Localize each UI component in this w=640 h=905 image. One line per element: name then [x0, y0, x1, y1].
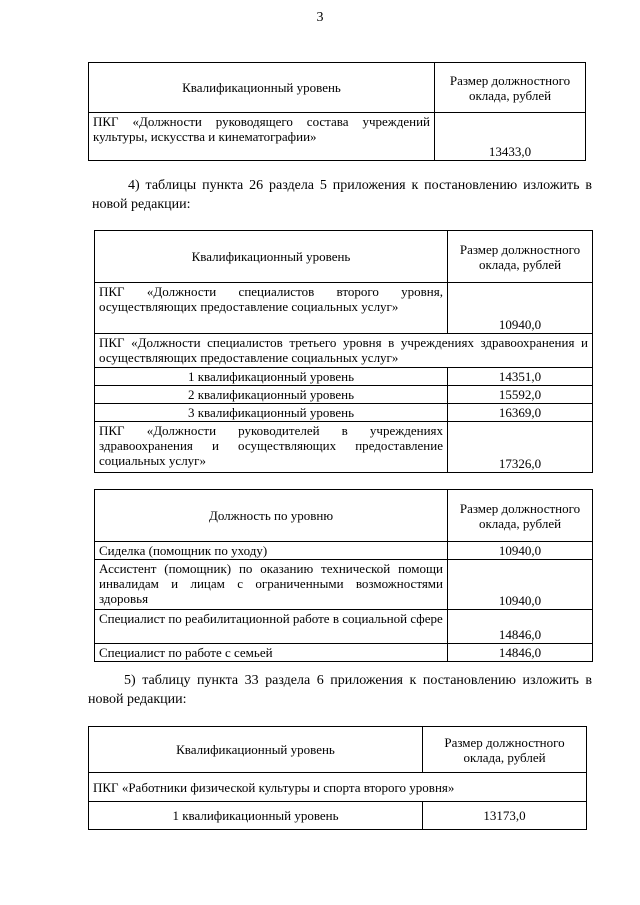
- paragraph-item-4: 4) таблицы пункта 26 раздела 5 приложения к постановлению изложить в новой редакции:: [92, 178, 592, 212]
- row-value: 14846,0: [448, 644, 593, 662]
- table-row-group: [89, 773, 587, 802]
- row-name: ПКГ «Должности руководящего состава учреждений культуры, искусства и кинематографии»: [89, 113, 435, 161]
- table-row: [95, 644, 593, 662]
- row-name: 1 квалификационный уровень: [89, 802, 423, 830]
- row-name: 1 квалификационный уровень: [95, 368, 448, 386]
- row-value: 15592,0: [448, 386, 593, 404]
- table-sport-workers: [88, 726, 587, 830]
- row-name: Специалист по работе с семьей: [95, 644, 448, 662]
- row-value: 10940,0: [448, 283, 593, 334]
- row-value: 14846,0: [448, 610, 593, 644]
- column-header-salary: Размер должностного оклада, рублей: [435, 63, 586, 113]
- table-row-group: [95, 334, 593, 368]
- row-name: 3 квалификационный уровень: [95, 404, 448, 422]
- row-name: ПКГ «Должности руководителей в учреждениях здравоохранения и осуществляющих предоставление социальных услуг»: [95, 422, 448, 473]
- page-number: 3: [316, 10, 324, 25]
- row-value: 10940,0: [448, 560, 593, 610]
- table-row: [95, 422, 593, 473]
- column-header-salary: Размер должностного оклада, рублей: [448, 231, 593, 283]
- row-name: Ассистент (помощник) по оказанию технической помощи инвалидам и лицам с ограниченными возможностями здоровья: [95, 560, 448, 610]
- group-name: ПКГ «Должности специалистов третьего уровня в учреждениях здравоохранения и осуществляющих предоставление социальных услуг»: [95, 334, 593, 368]
- column-header-level: Квалификационный уровень: [89, 63, 435, 113]
- row-name: 2 квалификационный уровень: [95, 386, 448, 404]
- table-row: [95, 283, 593, 334]
- table-row: [89, 113, 586, 161]
- table-row: [95, 542, 593, 560]
- row-value: 17326,0: [448, 422, 593, 473]
- column-header-salary: Размер должностного оклада, рублей: [423, 727, 587, 773]
- table-row: [95, 610, 593, 644]
- column-header-level: Квалификационный уровень: [89, 727, 423, 773]
- paragraph-item-5: 5) таблицу пункта 33 раздела 6 приложения к постановлению изложить в новой редакции:: [88, 673, 592, 707]
- row-value: 13433,0: [435, 113, 586, 161]
- column-header-level: Квалификационный уровень: [95, 231, 448, 283]
- row-value: 14351,0: [448, 368, 593, 386]
- column-header-salary: Размер должностного оклада, рублей: [448, 490, 593, 542]
- table-row: [95, 560, 593, 610]
- table-culture-salaries: [88, 62, 586, 161]
- row-name: Сиделка (помощник по уходу): [95, 542, 448, 560]
- table-positions: [94, 489, 593, 662]
- table-row: [95, 404, 593, 422]
- row-value: 13173,0: [423, 802, 587, 830]
- row-value: 16369,0: [448, 404, 593, 422]
- table-social-specialists: [94, 230, 593, 473]
- row-name: ПКГ «Должности специалистов второго уровня, осуществляющих предоставление социальных услуг»: [95, 283, 448, 334]
- group-name: ПКГ «Работники физической культуры и спорта второго уровня»: [89, 773, 587, 802]
- table-row: [95, 368, 593, 386]
- row-value: 10940,0: [448, 542, 593, 560]
- row-name: Специалист по реабилитационной работе в социальной сфере: [95, 610, 448, 644]
- column-header-position: Должность по уровню: [95, 490, 448, 542]
- table-row: [95, 386, 593, 404]
- table-row: [89, 802, 587, 830]
